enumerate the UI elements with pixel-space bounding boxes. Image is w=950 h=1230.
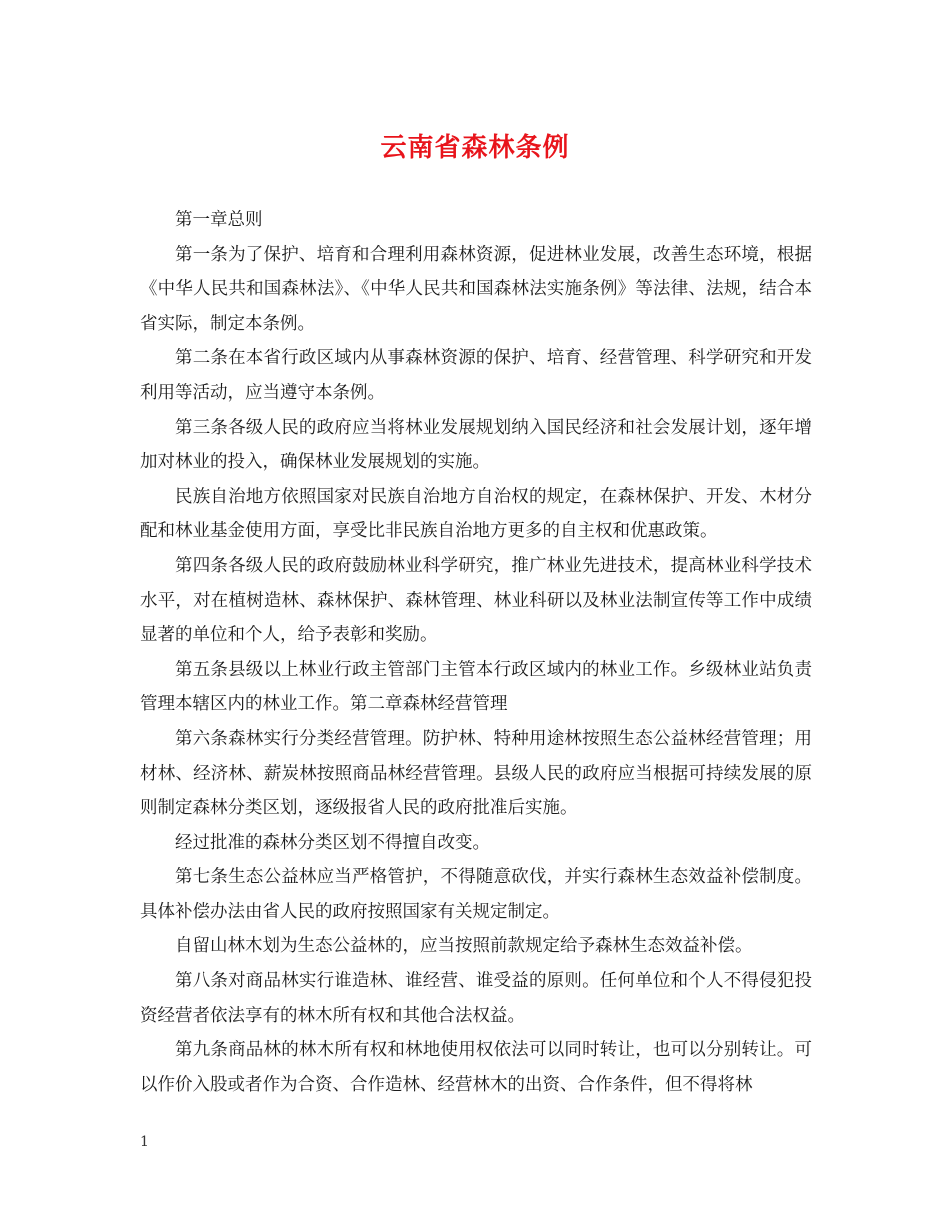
paragraph: 自留山林木划为生态公益林的，应当按照前款规定给予森林生态效益补偿。 (175, 936, 753, 957)
paragraph: 民族自治地方依照国家对民族自治地方自治权的规定，在森林保护、开发、木材分配和林业基金使用方面，享受比非民族自治地方更多的自主权和优惠政策。 (140, 486, 812, 542)
paragraph: 第三条各级人民的政府应当将林业发展规划纳入国民经济和社会发展计划，逐年增加对林业的投入，确保林业发展规划的实施。 (140, 417, 812, 473)
paragraph: 第八条对商品林实行谁造林、谁经营、谁受益的原则。任何单位和个人不得侵犯投资经营者依法享有的林木所有权和其他合法权益。 (140, 971, 812, 1026)
paragraph: 第一条为了保护、培育和合理利用森林资源，促进林业发展，改善生态环境，根据《中华人民共和国森林法》、《中华人民共和国森林法实施条例》等法律、法规，结合本省实际，制定本条例。 (140, 244, 812, 334)
document-body (140, 203, 812, 1102)
document-title: 云南省森林条例 (380, 133, 570, 163)
paragraph: 经过批准的森林分类区划不得擅自改变。 (175, 832, 490, 853)
paragraph: 第九条商品林的林木所有权和林地使用权依法可以同时转让，也可以分别转让。可以作价入股或者作为合资、合作造林、经营林木的出资、合作条件，但不得将林 (140, 1040, 812, 1095)
paragraph: 第六条森林实行分类经营管理。防护林、特种用途林按照生态公益林经营管理；用材林、经济林、薪炭林按照商品林经营管理。县级人民的政府应当根据可持续发展的原则制定森林分类区划，逐级报省人民的政府批准后实施。 (140, 728, 812, 819)
paragraph: 第七条生态公益林应当严格管护，不得随意砍伐，并实行森林生态效益补偿制度。具体补偿办法由省人民的政府按照国家有关规定制定。 (140, 867, 812, 922)
paragraph: 第五条县级以上林业行政主管部门主管本行政区域内的林业工作。乡级林业站负责管理本辖区内的林业工作。第二章森林经营管理 (140, 659, 812, 715)
paragraph: 第四条各级人民的政府鼓励林业科学研究，推广林业先进技术，提高林业科学技术水平，对在植树造林、森林保护、森林管理、林业科研以及林业法制宣传等工作中成绩显著的单位和个人，给予表彰和奖励。 (140, 555, 812, 646)
paragraph: 第二条在本省行政区域内从事森林资源的保护、培育、经营管理、科学研究和开发利用等活动，应当遵守本条例。 (140, 348, 812, 403)
paragraph: 第一章总则 (175, 210, 263, 230)
page-number: 1 (140, 1134, 149, 1150)
